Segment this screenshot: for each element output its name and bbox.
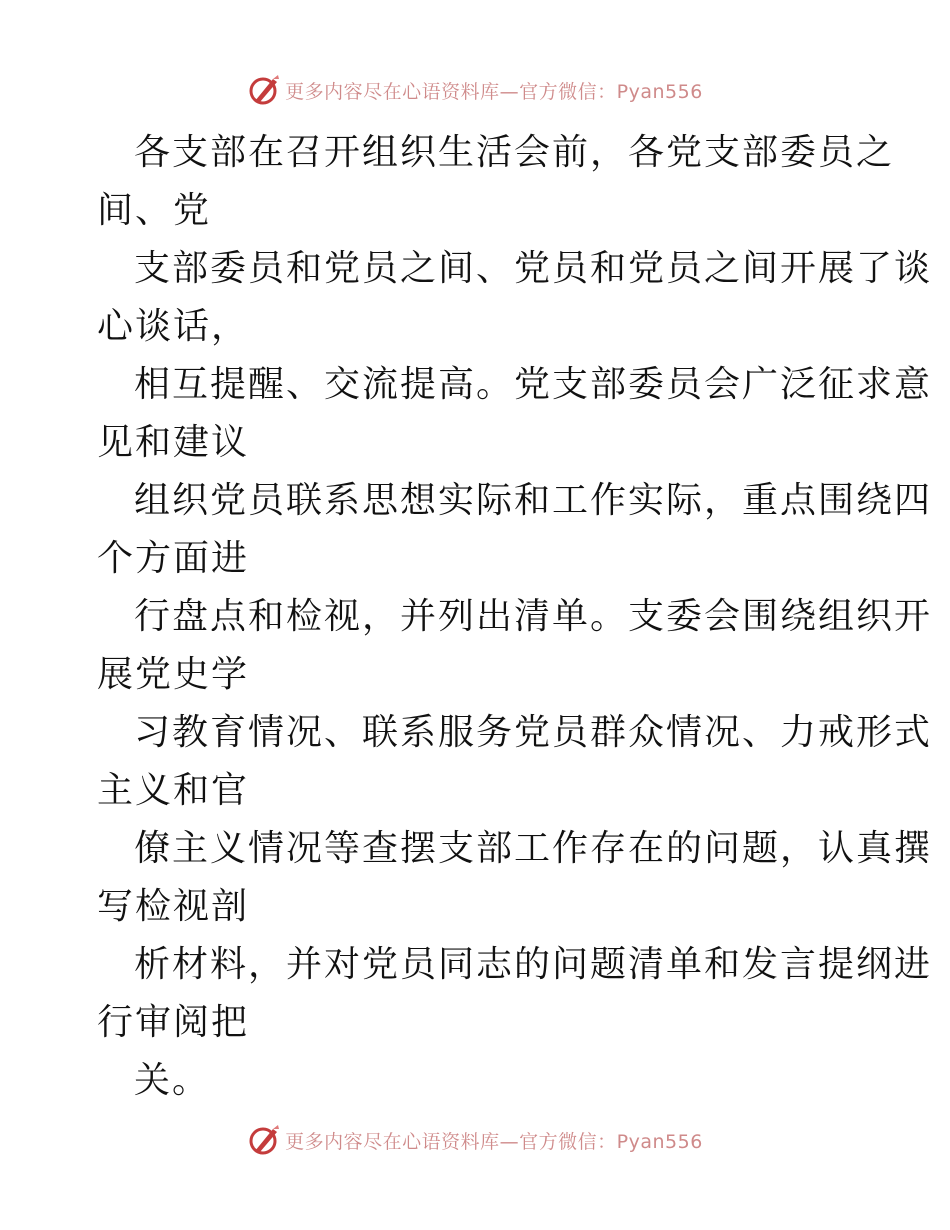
paragraph-line: 展党史学: [97, 654, 250, 695]
paragraph-line: 关。: [134, 1060, 211, 1101]
paragraph-line: 个方面进: [97, 538, 250, 579]
paragraph-line: 行审阅把: [97, 1002, 250, 1043]
paragraph-line: 心谈话，: [97, 306, 250, 347]
paragraph-line: 组织党员联系思想实际和工作实际，重点围绕四: [134, 480, 933, 521]
footer-banner-text: 更多内容尽在心语资料库—官方微信：Pyan556: [285, 1130, 703, 1153]
paragraph-line: 习教育情况、联系服务党员群众情况、力戒形式: [134, 712, 933, 753]
header-banner: [0, 70, 950, 110]
paragraph-line: 行盘点和检视，并列出清单。支委会围绕组织开: [134, 596, 933, 637]
paragraph-line: 相互提醒、交流提高。党支部委员会广泛征求意: [134, 364, 933, 405]
quill-pen-logo-icon: [247, 73, 281, 107]
paragraph-line: 写检视剖: [97, 886, 250, 927]
paragraph-line: 主义和官: [97, 770, 250, 811]
paragraph-line: 支部委员和党员之间、党员和党员之间开展了谈: [134, 248, 933, 289]
paragraph-line: 间、党: [97, 190, 212, 231]
paragraph-line: 各支部在召开组织生活会前，各党支部委员之: [134, 132, 895, 173]
footer-banner: [0, 1120, 950, 1160]
document-body: [97, 124, 933, 1110]
paragraph-line: 析材料，并对党员同志的问题清单和发言提纲进: [134, 944, 933, 985]
paragraph-line: 见和建议: [97, 422, 250, 463]
paragraph-line: 僚主义情况等查摆支部工作存在的问题，认真撰: [134, 828, 933, 869]
quill-pen-logo-icon: [247, 1123, 281, 1157]
header-banner-text: 更多内容尽在心语资料库—官方微信：Pyan556: [285, 80, 703, 103]
